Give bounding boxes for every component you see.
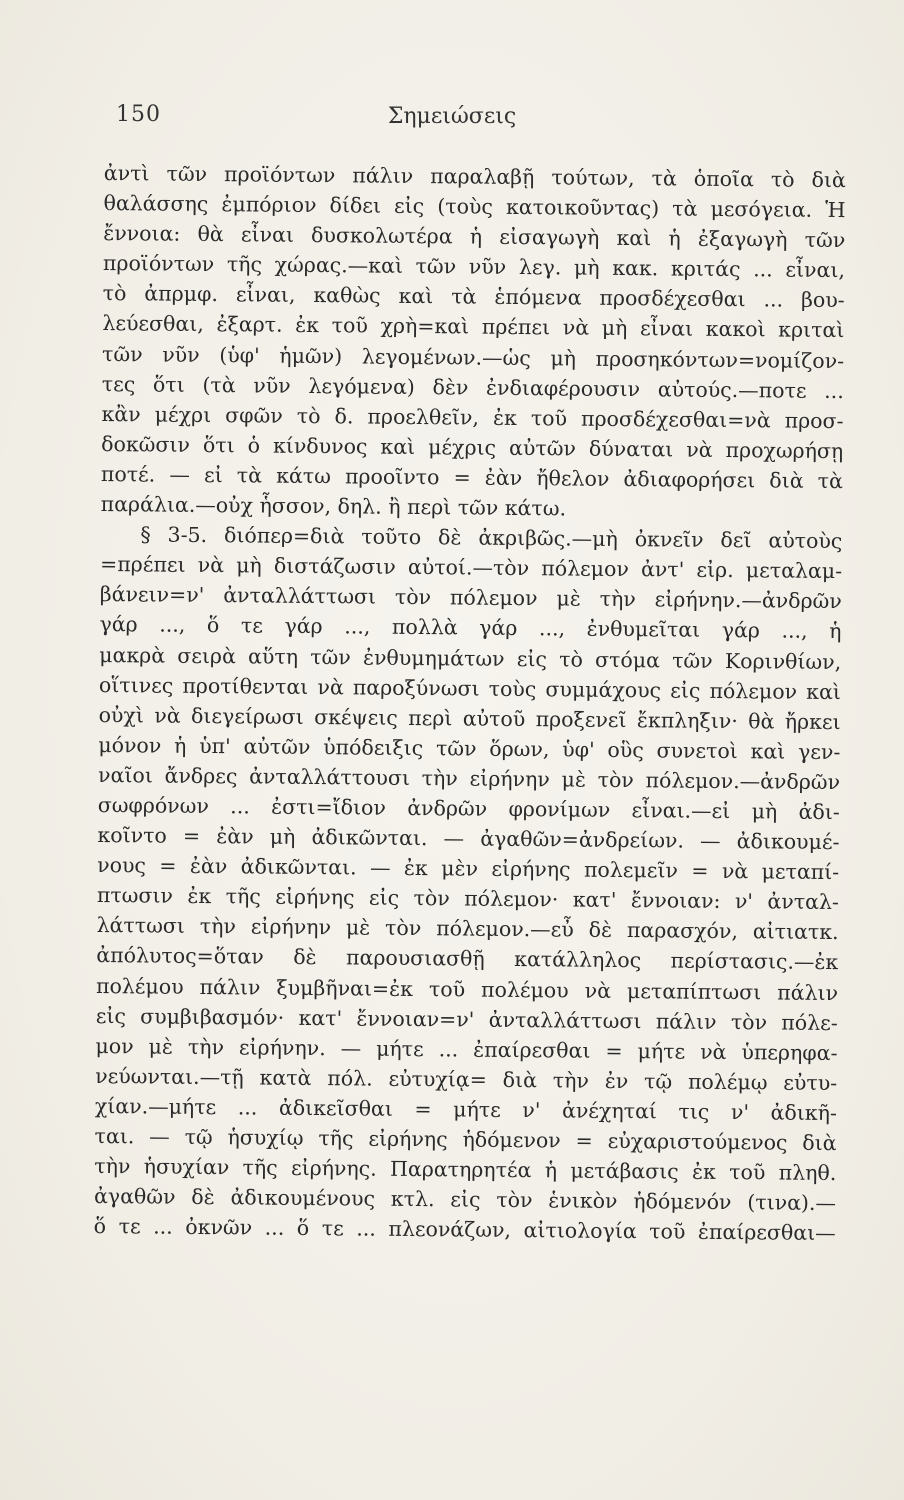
text-line: θαλάσσης ἐμπόριον δίδει εἰς (τοὺς κατοικοῦντας) τὰ μεσόγεια. Ἡ (103, 191, 846, 223)
notes-body (94, 158, 846, 1248)
text-line: δοκῶσιν ὅτι ὁ κίνδυνος καὶ μέχρις αὐτῶν δύναται νὰ προχωρήσῃ (101, 431, 844, 463)
text-line: τῶν νῦν (ὑφ' ἡμῶν) λεγομένων.—ὡς μὴ προσηκόντων=νομίζον- (102, 341, 845, 373)
page-header (0, 96, 904, 136)
running-head: Σημειώσεις (387, 104, 517, 129)
text-line: ἀπόλυτος=ὅταν δὲ παρουσιασθῇ κατάλληλος περίστασις.—ἐκ (96, 943, 839, 975)
text-line: =πρέπει νὰ μὴ διστάζωσιν αὐτοί.—τὸν πόλεμον ἀντ' εἰρ. μεταλαμ- (99, 552, 843, 584)
text-line: λάττωσι τὴν εἰρήνην μὲ τὸν πόλεμον.—εὖ δὲ παρασχόν, αἰτιατκ. (96, 913, 839, 945)
text-line: γάρ ..., ὅ τε γάρ ..., πολλὰ γάρ ..., ἐνθυμεῖται γάρ ..., ἡ (99, 612, 842, 644)
text-line: ποτέ. — εἰ τὰ κάτω προοῖντο = ἐὰν ἤθελον ἀδιαφορήσει διὰ τὰ (100, 461, 844, 494)
text-line: πτωσιν ἐκ τῆς εἰρήνης εἰς τὸν πόλεμον· κατ' ἔννοιαν: ν' ἀνταλ- (96, 883, 840, 915)
text-line: προϊόντων τῆς χώρας.—καὶ τῶν νῦν λεγ. μὴ κακ. κριτάς ... εἶναι, (102, 251, 846, 283)
text-line: ἀντὶ τῶν προϊόντων πάλιν παραλαβῇ τούτων, τὰ ὁποῖα τὸ διὰ (103, 160, 846, 193)
text-line: ναῖοι ἄνδρες ἀνταλλάττουσι τὴν εἰρήνην μὲ τὸν πόλεμον.—ἀνδρῶν (97, 762, 841, 794)
page-number: 150 (116, 102, 161, 127)
text-line: μον μὲ τὴν εἰρήνην. — μήτε ... ἐπαίρεσθαι = μήτε νὰ ὑπερηφα- (95, 1033, 838, 1065)
text-line: τὸ ἀπρμφ. εἶναι, καθὼς καὶ τὰ ἑπόμενα προσδέχεσθαι ... βου- (102, 281, 845, 313)
text-line: σωφρόνων ... ἐστι=ἴδιον ἀνδρῶν φρονίμων εἶναι.—εἰ μὴ ἀδι- (97, 792, 840, 825)
text-line: μόνον ἡ ὑπ' αὐτῶν ὑπόδειξις τῶν ὅρων, ὑφ' οὓς συνετοὶ καὶ γεν- (98, 732, 841, 764)
text-line: κἂν μέχρι σφῶν τὸ δ. προελθεῖν, ἐκ τοῦ προσδέχεσθαι=νὰ προσ- (101, 401, 844, 433)
text-line: τες ὅτι (τὰ νῦν λεγόμενα) δὲν ἐνδιαφέρουσιν αὐτούς.—ποτε ... (101, 371, 844, 403)
text-line: ὅ τε ... ὀκνῶν ... ὅ τε ... πλεονάζων, αἰτιολογία τοῦ ἐπαίρεσθαι— (93, 1214, 836, 1246)
section-start-line: § 3-5. διόπερ=διὰ τοῦτο δὲ ἀκριβῶς.—μὴ ὀκνεῖν δεῖ αὐτοὺς (140, 522, 843, 554)
text-line: κοῖντο = ἐὰν μὴ ἀδικῶνται. — ἀγαθῶν=ἀνδρείων. — ἀδικουμέ- (97, 823, 840, 855)
text-line: οἵτινες προτίθενται νὰ παροξύνωσι τοὺς συμμάχους εἰς πόλεμον καὶ (98, 672, 842, 704)
text-line: χίαν.—μήτε ... ἀδικεῖσθαι = μήτε ν' ἀνέχηταί τις ν' ἀδικῆ- (94, 1093, 837, 1125)
text-line: παράλια.—οὐχ ἧσσον, δηλ. ἢ περὶ τῶν κάτω. (100, 492, 567, 521)
text-line: ἔννοια: θὰ εἶναι δυσκολωτέρα ἡ εἰσαγωγὴ καὶ ἡ ἐξαγωγὴ τῶν (103, 221, 846, 253)
text-line: οὐχὶ νὰ διεγείρωσι σκέψεις περὶ αὐτοῦ προξενεῖ ἔκπληξιν· θὰ ἤρκει (98, 702, 841, 734)
text-line: τὴν ἡσυχίαν τῆς εἰρήνης. Παρατηρητέα ἡ μετάβασις ἐκ τοῦ πληθ. (94, 1154, 837, 1186)
text-line: λεύεσθαι, ἐξαρτ. ἐκ τοῦ χρὴ=καὶ πρέπει νὰ μὴ εἶναι κακοὶ κριταὶ (102, 311, 845, 343)
text-line: μακρὰ σειρὰ αὕτη τῶν ἐνθυμημάτων εἰς τὸ στόμα τῶν Κορινθίων, (99, 642, 842, 674)
text-line: ἀγαθῶν δὲ ἀδικουμένους κτλ. εἰς τὸν ἑνικὸν ἡδόμενόν (τινα).— (93, 1184, 837, 1216)
text-line: βάνειν=ν' ἀνταλλάττωσι τὸν πόλεμον μὲ τὴν εἰρήνην.—ἀνδρῶν (99, 582, 842, 614)
text-line: εἰς συμβιβασμόν· κατ' ἔννοιαν=ν' ἀνταλλάττωσι πάλιν τὸν πόλε- (95, 1003, 838, 1035)
text-line: νεύωνται.—τῇ κατὰ πόλ. εὐτυχίᾳ= διὰ τὴν ἐν τῷ πολέμῳ εὐτυ- (95, 1063, 838, 1095)
text-line: ται. — τῷ ἡσυχίῳ τῆς εἰρήνης ἡδόμενον = εὐχαριστούμενος διὰ (94, 1123, 837, 1156)
text-line: πολέμου πάλιν ξυμβῆναι=ἐκ τοῦ πολέμου νὰ μεταπίπτωσι πάλιν (95, 973, 839, 1005)
text-line: νους = ἐὰν ἀδικῶνται. — ἐκ μὲν εἰρήνης πολεμεῖν = νὰ μεταπί- (97, 853, 840, 885)
